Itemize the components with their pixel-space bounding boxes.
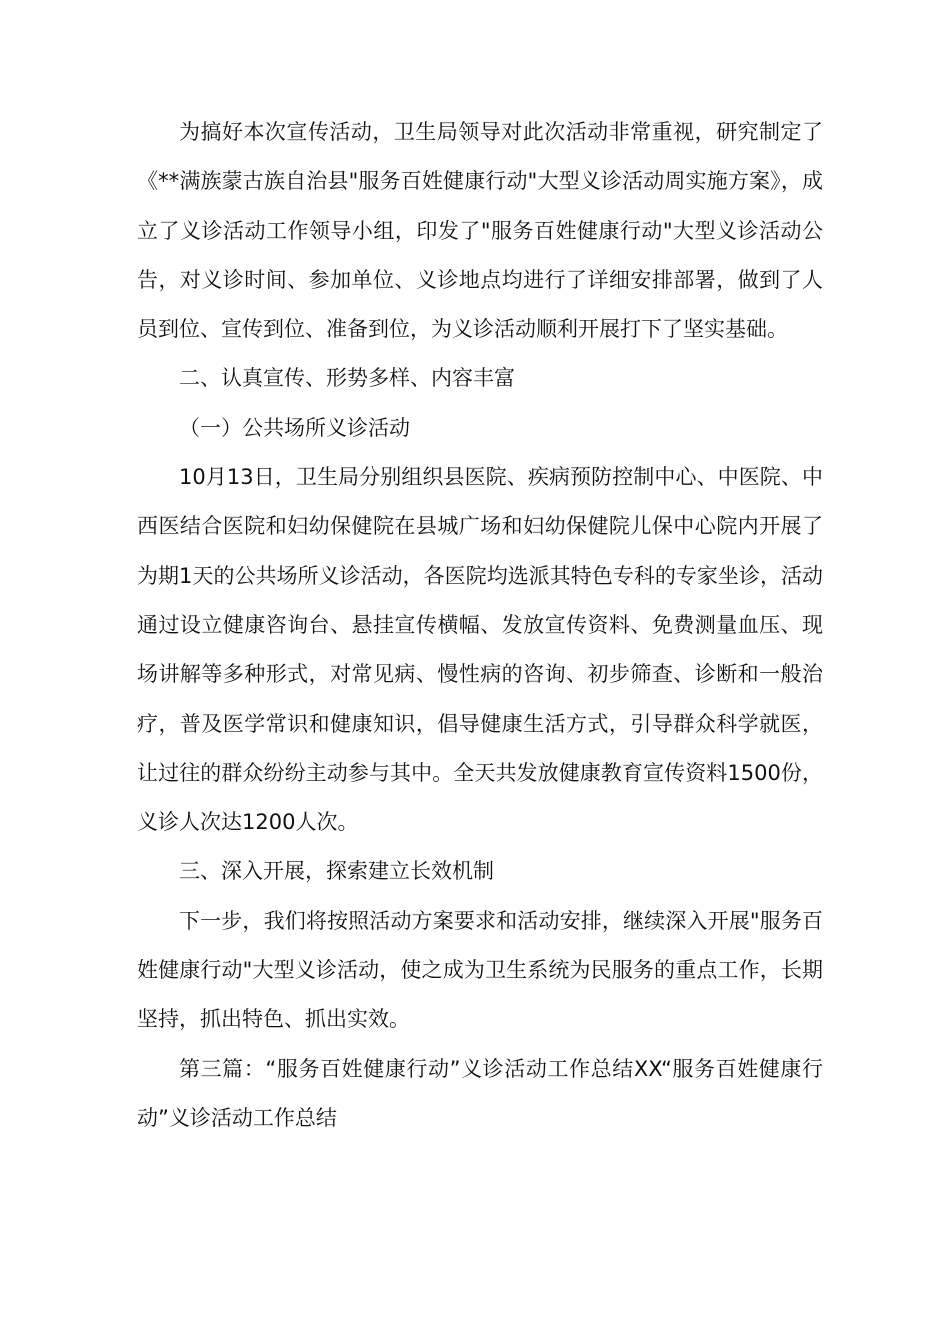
heading-section-two: 二、认真宣传、形势多样、内容丰富 [179,366,515,391]
paragraph-next-steps: 下一步，我们将按照活动方案要求和活动安排，继续深入开展"服务百姓健康行动"大型义诊活动，使之成为卫生系统为民服务的重点工作，长期坚持，抓出特色、抓出实效。 [137,908,823,1032]
document-body [137,108,823,1143]
paragraph-part-three-title: 第三篇：“服务百姓健康行动”义诊活动工作总结XX“服务百姓健康行动”义诊活动工作总结 [137,1056,823,1130]
heading-section-three: 三、深入开展，探索建立长效机制 [179,859,494,884]
paragraph-public-clinic-details: 10月13日，卫生局分别组织县医院、疾病预防控制中心、中医院、中西医结合医院和妇幼保健院在县城广场和妇幼保健院儿保中心院内开展了为期1天的公共场所义诊活动，各医院均选派其特色专科的专家坐诊，活动通过设立健康咨询台、悬挂宣传横幅、发放宣传资料、免费测量血压、现场讲解等多种形式，对常见病、慢性病的咨询、初步筛查、诊断和一般治疗，普及医学常识和健康知识，倡导健康生活方式，引导群众科学就医，让过往的群众纷纷主动参与其中。全天共发放健康教育宣传资料1500份，义诊人次达1200人次。 [137,465,823,835]
subheading-public-clinic: （一）公共场所义诊活动 [179,415,410,440]
paragraph-preparation: 为搞好本次宣传活动，卫生局领导对此次活动非常重视，研究制定了《**满族蒙古族自治县"服务百姓健康行动"大型义诊活动周实施方案》，成立了义诊活动工作领导小组，印发了"服务百姓健康行动"大型义诊活动公告，对义诊时间、参加单位、义诊地点均进行了详细安排部署，做到了人员到位、宣传到位、准备到位，为义诊活动顺利开展打下了坚实基础。 [137,120,823,342]
